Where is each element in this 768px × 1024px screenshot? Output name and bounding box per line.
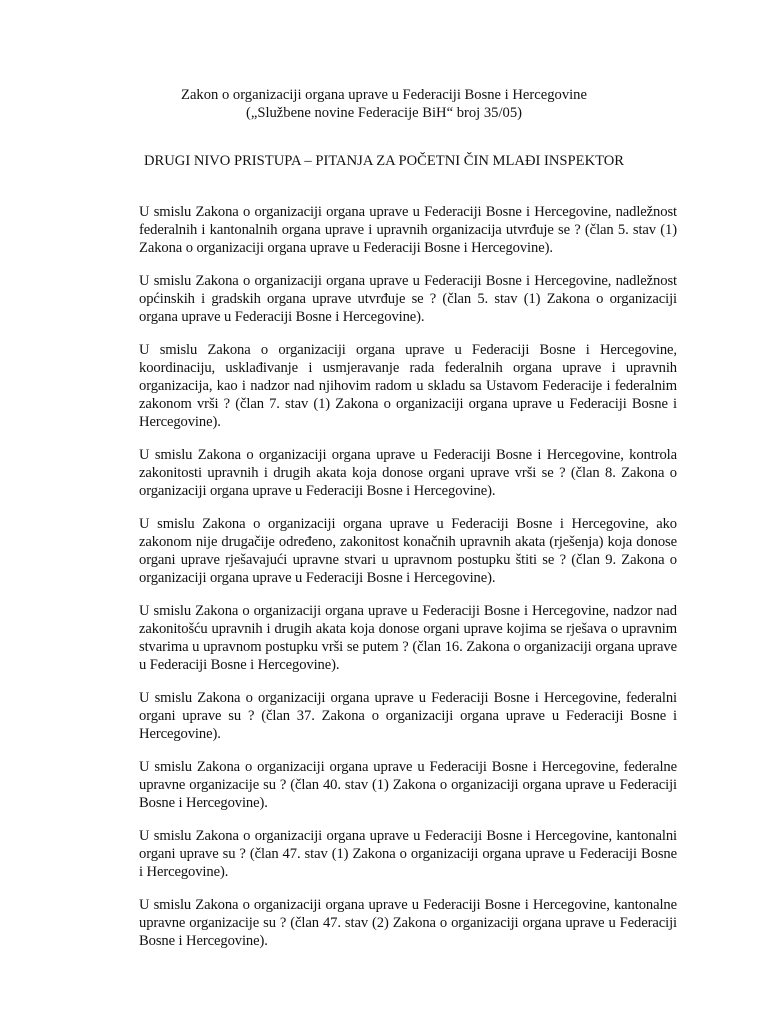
question-item-2: U smislu Zakona o organizaciji organa uprave u Federaciji Bosne i Hercegovine, nadležnost općinskih i gradskih organa uprave utvrđuje se ? (član 5. stav (1) Zakona o organizaciji organa uprave u Federaciji Bosne i Hercegovine). xyxy=(139,273,677,325)
question-item-9: U smislu Zakona o organizaciji organa uprave u Federaciji Bosne i Hercegovine, kantonalni organi uprave su ? (član 47. stav (1) Zakona o organizaciji organa uprave u Federaciji Bosne i Hercegovine). xyxy=(139,828,677,880)
section-heading: DRUGI NIVO PRISTUPA – PITANJA ZA POČETNI ČIN MLAĐI INSPEKTOR xyxy=(143,153,625,169)
question-item-3: U smislu Zakona o organizaciji organa uprave u Federaciji Bosne i Hercegovine, koordinaciju, usklađivanje i usmjeravanje rada federalnih organa uprave i upravnih organizacija, kao i nadzor nad njihovim radom u skladu sa Ustavom Federacije i federalnim zakonom vrši ? (član 7. stav (1) Zakona o organizaciji organa uprave u Federaciji Bosne i Hercegovine). xyxy=(139,342,677,430)
document-subtitle: („Službene novine Federacije BiH“ broj 35/05) xyxy=(246,105,522,121)
question-item-5: U smislu Zakona o organizaciji organa uprave u Federaciji Bosne i Hercegovine, ako zakonom nije drugačije određeno, zakonitost konačnih upravnih akata (rješenja) koja donose organi uprave rješavajući upravne stvari u upravnom postupku štiti se ? (član 9. Zakona o organizaciji organa uprave u Federaciji Bosne i Hercegovine). xyxy=(139,516,677,586)
document-title: Zakon o organizaciji organa uprave u Federaciji Bosne i Hercegovine xyxy=(181,87,587,103)
question-list xyxy=(139,203,677,965)
document-title-block xyxy=(0,86,768,122)
question-item-7: U smislu Zakona o organizaciji organa uprave u Federaciji Bosne i Hercegovine, federalni organi uprave su ? (član 37. Zakona o organizaciji organa uprave u Federaciji Bosne i Hercegovine). xyxy=(139,690,677,742)
question-item-6: U smislu Zakona o organizaciji organa uprave u Federaciji Bosne i Hercegovine, nadzor nad zakonitošću upravnih i drugih akata koja donose organi uprave kojima se rješava o upravnim stvarima u upravnom postupku vrši se putem ? (član 16. Zakona o organizaciji organa uprave u Federaciji Bosne i Hercegovine). xyxy=(139,603,677,673)
question-item-4: U smislu Zakona o organizaciji organa uprave u Federaciji Bosne i Hercegovine, kontrola zakonitosti upravnih i drugih akata koja donose organi uprave vrši se ? (član 8. Zakona o organizaciji organa uprave u Federaciji Bosne i Hercegovine). xyxy=(139,447,677,499)
question-item-10: U smislu Zakona o organizaciji organa uprave u Federaciji Bosne i Hercegovine, kantonalne upravne organizacije su ? (član 47. stav (2) Zakona o organizaciji organa uprave u Federaciji Bosne i Hercegovine). xyxy=(139,897,677,949)
question-item-8: U smislu Zakona o organizaciji organa uprave u Federaciji Bosne i Hercegovine, federalne upravne organizacije su ? (član 40. stav (1) Zakona o organizaciji organa uprave u Federaciji Bosne i Hercegovine). xyxy=(139,759,677,811)
question-item-1: U smislu Zakona o organizaciji organa uprave u Federaciji Bosne i Hercegovine, nadležnost federalnih i kantonalnih organa uprave i upravnih organizacija utvrđuje se ? (član 5. stav (1) Zakona o organizaciji organa uprave u Federaciji Bosne i Hercegovine). xyxy=(139,204,677,256)
